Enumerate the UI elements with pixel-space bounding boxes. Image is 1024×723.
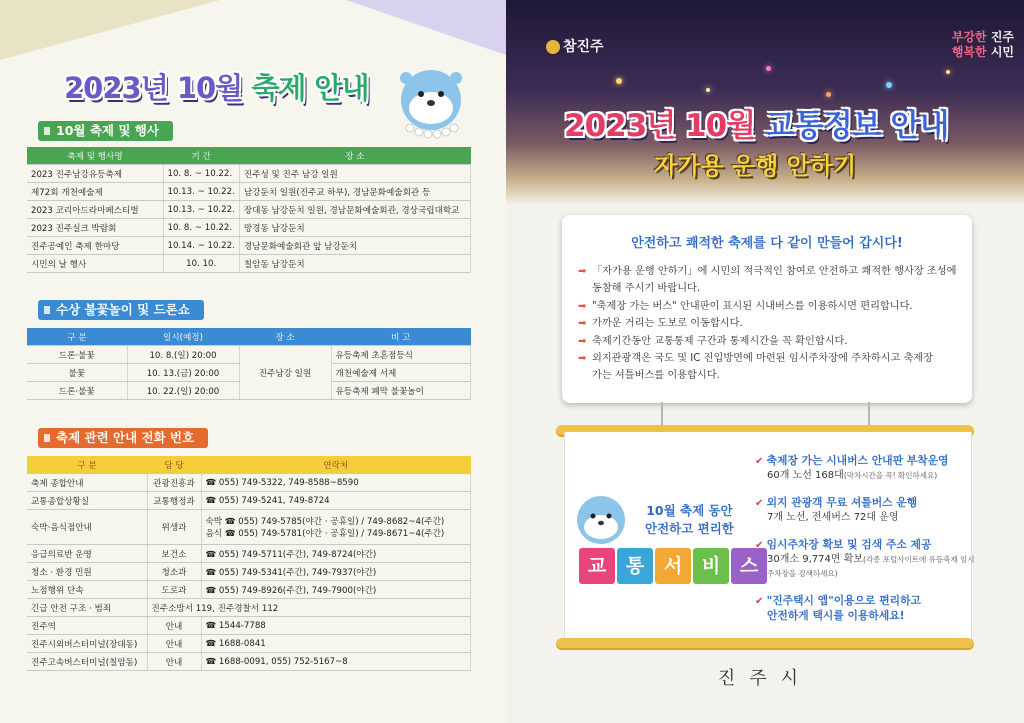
service-title: 임시주차장 확보 및 검색 주소 제공 [766,538,932,551]
table-row [27,183,471,201]
light-dot [616,78,622,84]
service-item [755,538,975,581]
col-header: 축제 및 행사명 [27,147,163,165]
cell: 교통행정과 [147,492,201,510]
col-header: 구 분 [27,456,147,474]
table-row [27,474,471,492]
cell: 응급의료반 운영 [27,545,147,563]
cell [201,510,471,545]
board-title-line: 안전하고 편리한 [645,521,734,536]
block-letter: 통 [617,548,653,584]
service-item [755,594,975,624]
festival-table [27,147,471,273]
fireworks-table [27,328,471,400]
list-item [578,298,968,315]
notice-text: 축제기간동안 교통통제 구간과 통제시간을 꼭 확인합시다. [592,335,848,347]
cell: 교통종합상황실 [27,492,147,510]
cell: 진주소방서 119, 진주경찰서 112 [147,599,471,617]
festival-page [0,0,506,723]
cell: 긴급 안전 구조 · 범죄 [27,599,147,617]
lodging-phone: 숙박 ☎ 055) 749-5785(야간 · 공휴일) / 749-8682~4(주간) [205,517,445,527]
table-row [27,346,471,364]
title-topic: 축제 안내 [251,71,369,105]
cell: 진주역 [27,617,147,635]
notice-text: "축제장 가는 버스" 안내판이 표시된 시내버스를 이용하시면 편리합니다. [592,300,913,312]
cell: 보건소 [147,545,201,563]
cell: 청소과 [147,563,201,581]
list-item [578,333,968,350]
table-row [27,219,471,237]
title-year: 2023년 10월 [564,108,756,144]
table-row [27,492,471,510]
col-header: 비 고 [331,328,471,346]
traffic-subtitle: 자가용 운행 안하기 [654,152,857,180]
cell: 드론·불꽃 [27,346,127,364]
cell: 안내 [147,653,201,671]
notice-heading: 안전하고 쾌적한 축제를 다 같이 만들어 갑시다! [631,236,903,251]
cell: 10. 8. ~ 10.22. [163,219,239,237]
table-row [27,653,471,671]
service-item [755,496,975,525]
table-row [27,581,471,599]
cell: 10. 10. [163,255,239,273]
col-header: 일시(예정) [127,328,239,346]
cell: 유등축제 폐막 불꽃놀이 [331,382,471,400]
cell: 10.13. ~ 10.22. [163,201,239,219]
light-dot [766,66,771,71]
col-header: 장 소 [239,328,331,346]
cell: 진주성 및 진주 남강 일원 [239,165,470,183]
cell: 유등축제 초혼점등식 [331,346,471,364]
table-row [27,510,471,545]
notice-text: 가까운 거리는 도보로 이동합시다. [592,318,743,330]
notice-list [578,263,968,385]
table-row [27,563,471,581]
cell: 위생과 [147,510,201,545]
cell: 안내 [147,635,201,653]
light-dot [826,92,831,97]
service-item [755,454,975,483]
notice-card [562,215,972,403]
cell: 2023 코리아드라마페스티벌 [27,201,163,219]
cell: ☎ 055) 749-5241, 749-8724 [201,492,471,510]
traffic-title [564,100,948,145]
list-item [578,315,968,332]
table-row [27,599,471,617]
decor-triangle [0,0,220,60]
cell: 2023 진주남강유등축제 [27,165,163,183]
cell: 불꽃 [27,364,127,382]
table-row [27,635,471,653]
notice-text: 「자가용 운행 안하기」에 시민의 적극적인 참여로 안전하고 쾌적한 행사장 조성에 [592,266,957,277]
service-note: (막차시간을 꼭! 확인하세요) [843,471,938,480]
cell: 노점행위 단속 [27,581,147,599]
slogan-word: 시민 [990,45,1014,59]
traffic-page [506,0,1024,723]
service-desc: 안전하게 택시를 이용하세요! [767,609,905,622]
city-slogan [952,30,1014,60]
food-phone: 음식 ☎ 055) 749-5781(야간 · 공휴일) / 749-8671~4(주간) [205,529,445,539]
service-title: 외지 관광객 무료 셔틀버스 운행 [766,496,918,509]
cell: 장대동 남강둔치 일원, 경남문화예술회관, 경상국립대학교 [239,201,470,219]
light-dot [706,88,710,92]
board-rod-bottom [556,638,974,650]
board-title [645,502,734,538]
col-header: 구 분 [27,328,127,346]
col-header: 연락처 [201,456,471,474]
contacts-table [27,456,471,671]
cell: 진주남강 일원 [239,346,331,400]
col-header: 기 간 [163,147,239,165]
slogan-word: 부강한 [951,30,987,44]
cell: ☎ 055) 749-5711(주간), 749-8724(야간) [201,545,471,563]
cell: 관광진흥과 [147,474,201,492]
service-desc: 30개소 9,774면 확보 [767,554,864,565]
block-letter: 스 [731,548,767,584]
block-letter: 비 [693,548,729,584]
city-logo [546,36,604,56]
light-dot [886,82,892,88]
table-row [27,201,471,219]
table-row [27,255,471,273]
service-desc: 7개 노선, 전세버스 72대 운영 [767,512,899,523]
notice-text: 가는 셔틀버스를 이용합시다. [592,370,720,382]
block-letter: 서 [655,548,691,584]
checkmark-icon: ✔ [755,498,764,509]
cell: 제72회 개천예술제 [27,183,163,201]
cell: 10. 22.(일) 20:00 [127,382,239,400]
checkmark-icon: ✔ [755,456,764,467]
cell: 드론·불꽃 [27,382,127,400]
cell: 10. 13.(금) 20:00 [127,364,239,382]
col-header: 담 당 [147,456,201,474]
cell: ☎ 055) 749-5341(주간), 749-7937(야간) [201,563,471,581]
cell: 10.14. ~ 10.22. [163,237,239,255]
cell: ☎ 1688-0841 [201,635,471,653]
service-note: (각종 포털사이트에 유등축제 임시주차장을 검색하세요) [767,555,975,578]
cell: 진주고속버스터미널(칠암동) [27,653,147,671]
cell: 청소 · 환경 민원 [27,563,147,581]
cell: 개천예술제 서제 [331,364,471,382]
cell: 진주시외버스터미널(장대동) [27,635,147,653]
light-dot [946,70,950,74]
city-logo-text: 참진주 [563,39,604,55]
board-title-line: 10월 축제 동안 [646,503,733,518]
cell: 10.13. ~ 10.22. [163,183,239,201]
cell: 진주공예인 축제 한마당 [27,237,163,255]
list-item [578,350,968,367]
service-title: 축제장 가는 시내버스 안내판 부착운영 [766,454,949,467]
cell: 망경동 남강둔치 [239,219,470,237]
service-board [564,432,975,642]
section-label-festivals: 10월 축제 및 행사 [38,121,173,141]
slogan-word: 진주 [990,30,1014,44]
cell: 10. 8. ~ 10.22. [163,165,239,183]
cell: 숙박·음식점안내 [27,510,147,545]
cell: 축제 종합안내 [27,474,147,492]
section-label-fireworks: 수상 불꽃놀이 및 드론쇼 [38,300,204,320]
checkmark-icon: ✔ [755,596,764,607]
slogan-word: 행복한 [951,45,987,59]
cell: 칠암동 남강둔치 [239,255,470,273]
title-topic: 교통정보 안내 [764,108,949,144]
service-blocks [579,548,769,584]
cell: ☎ 055) 749-8926(주간), 749-7900(야간) [201,581,471,599]
section-label-contacts: 축제 관련 안내 전화 번호 [38,428,208,448]
cell: 도로과 [147,581,201,599]
table-row [27,165,471,183]
service-desc: 60개 노선 168대 [767,470,844,481]
cell: 경남문화예술회관 앞 남강둔치 [239,237,470,255]
mascot-otter-icon [571,490,631,550]
mascot-otter-icon [392,62,470,142]
decor-triangle [346,0,506,55]
cell: ☎ 055) 749-5322, 749-8588~8590 [201,474,471,492]
cell: ☎ 1688-0091, 055) 752-5167~8 [201,653,471,671]
festival-title [64,66,368,107]
table-row [27,545,471,563]
service-title: "진주택시 앱"이용으로 편리하고 [766,594,921,607]
cell: 안내 [147,617,201,635]
footer-issuer: 진주시 [717,668,813,689]
block-letter: 교 [579,548,615,584]
cell: 남강둔치 일원(진주교 하부), 경남문화예술회관 등 [239,183,470,201]
cell: ☎ 1544-7788 [201,617,471,635]
cell: 시민의 날 행사 [27,255,163,273]
cell: 10. 8.(일) 20:00 [127,346,239,364]
table-row [27,617,471,635]
col-header: 장 소 [239,147,470,165]
title-year: 2023년 10월 [64,71,243,105]
list-item [578,263,968,280]
notice-text: 동참해 주시기 바랍니다. [592,283,701,295]
city-logo-icon [546,40,560,54]
cell: 2023 진주실크 박람회 [27,219,163,237]
checkmark-icon: ✔ [755,540,764,551]
table-row [27,237,471,255]
notice-text: 외지관광객은 국도 및 IC 진입방면에 마련된 임시주차장에 주차하시고 축제장 [592,353,934,365]
